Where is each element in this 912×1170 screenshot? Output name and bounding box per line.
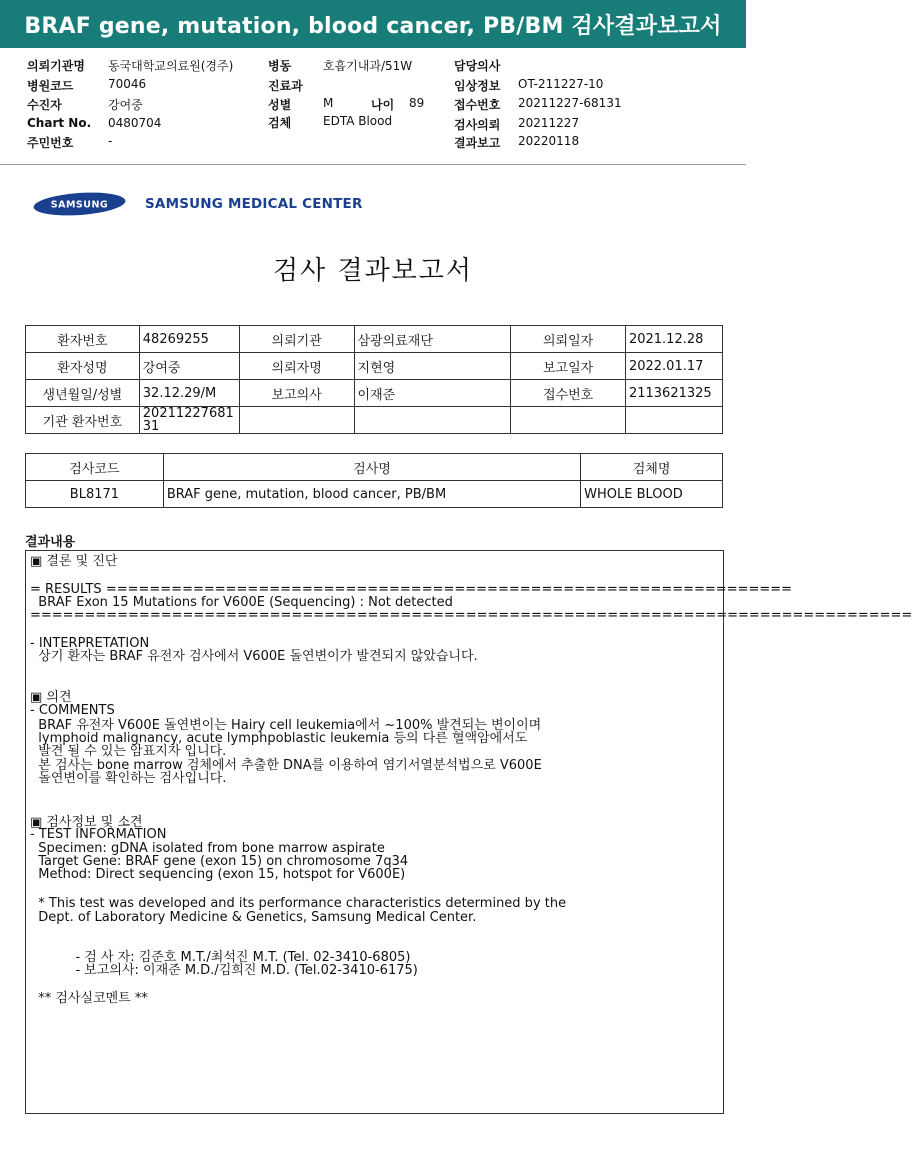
test-code-header: 검사코드	[26, 454, 164, 481]
request-date: 20211227	[518, 116, 580, 130]
chart-no-label: Chart No.	[27, 116, 92, 130]
birth-sex-label: 생년월일/성별	[26, 380, 140, 407]
info-table-row	[26, 407, 723, 434]
receipt-no-cell-value: 2113621325	[625, 380, 722, 407]
age-label: 나이	[371, 98, 395, 112]
document-title: 검사 결과보고서	[272, 256, 474, 286]
result-line: - 검 사 자: 김준호 M.T./최석진 M.T. (Tel. 02-3410-6805)	[30, 950, 411, 965]
patient-label: 수진자	[27, 98, 62, 112]
request-date-cell-value: 2021.12.28	[625, 326, 722, 353]
inst-patient-no-label: 기관 환자번호	[26, 407, 140, 434]
report-date-cell-value: 2022.01.17	[625, 353, 722, 380]
patient-info-table	[25, 325, 723, 434]
receipt-no-label: 접수번호	[454, 98, 501, 112]
ward: 호흡기내과/51W	[323, 59, 413, 73]
result-line: - 보고의사: 이재준 M.D./김희진 M.D. (Tel.02-3410-6175)	[30, 963, 418, 978]
empty-label	[239, 407, 354, 434]
empty-value	[625, 407, 722, 434]
doctor-label: 담당의사	[454, 59, 501, 73]
result-line: lymphoid malignancy, acute lymphpoblastic leukemia 등의 다른 혈액암에서도	[30, 731, 528, 746]
sex-label: 성별	[268, 98, 292, 112]
empty-value	[354, 407, 511, 434]
result-line: ** 검사실코멘트 **	[30, 991, 148, 1006]
test-code: BL8171	[26, 481, 164, 508]
patient-name: 강여중	[108, 98, 143, 112]
result-line: 본 검사는 bone marrow 검체에서 추출한 DNA를 이용하여 염기서열분석법으로 V600E	[30, 758, 542, 773]
patient-no-value: 48269255	[139, 326, 239, 353]
sex: M	[323, 96, 334, 110]
result-line: - COMMENTS	[30, 703, 115, 718]
samsung-logo	[33, 192, 126, 216]
inst-patient-no-value: 20211227681 31	[139, 407, 239, 434]
request-date-label: 검사의뢰	[454, 118, 501, 132]
result-line: - INTERPRETATION	[30, 636, 150, 651]
requester-org-value: 삼광의료재단	[354, 326, 511, 353]
specimen-name: WHOLE BLOOD	[581, 481, 723, 508]
request-org-label: 의뢰기관명	[27, 59, 85, 73]
result-line: 돌연변이를 확인하는 검사입니다.	[30, 771, 227, 786]
report-header	[0, 52, 746, 165]
test-name: BRAF gene, mutation, blood cancer, PB/BM	[163, 481, 580, 508]
result-line: =================================================================================	[30, 608, 912, 623]
samsung-logo-text: SAMSUNG	[50, 199, 109, 211]
result-line: ▣ 검사정보 및 소견	[30, 815, 143, 830]
reporting-doctor-label: 보고의사	[239, 380, 354, 407]
resident-no-label: 주민번호	[27, 136, 74, 150]
test-table-header-row	[26, 454, 723, 481]
request-date-cell-label: 의뢰일자	[511, 326, 626, 353]
test-name-header: 검사명	[163, 454, 580, 481]
result-line: - TEST INFORMATION	[30, 827, 167, 842]
patient-name-value: 강여중	[139, 353, 239, 380]
test-info-table	[25, 453, 723, 508]
empty-label	[511, 407, 626, 434]
hospital-code-label: 병원코드	[27, 79, 74, 93]
result-line: 상기 환자는 BRAF 유전자 검사에서 V600E 돌연변이가 발견되지 않았습니다.	[30, 649, 478, 664]
result-line: BRAF Exon 15 Mutations for V600E (Sequencing) : Not detected	[30, 595, 453, 610]
result-line: 발견 될 수 있는 암표지자 입니다.	[30, 744, 227, 759]
center-name: SAMSUNG MEDICAL CENTER	[145, 196, 363, 212]
age: 89	[409, 96, 425, 110]
ward-label: 병동	[268, 59, 292, 73]
info-table-row	[26, 353, 723, 380]
result-line: Method: Direct sequencing (exon 15, hotspot for V600E)	[30, 867, 406, 882]
result-line: Target Gene: BRAF gene (exon 15) on chromosome 7q34	[30, 854, 409, 869]
specimen-label: 검체	[268, 116, 292, 130]
result-line: BRAF 유전자 V600E 돌연변이는 Hairy cell leukemia에서 ~100% 발견되는 변이이며	[30, 718, 542, 733]
patient-no-label: 환자번호	[26, 326, 140, 353]
hospital-code: 70046	[108, 77, 147, 91]
report-title-bar: BRAF gene, mutation, blood cancer, PB/BM 검사결과보고서	[0, 0, 746, 48]
chart-no: 0480704	[108, 116, 162, 130]
patient-name-label: 환자성명	[26, 353, 140, 380]
receipt-no: 20211227-68131	[518, 96, 622, 110]
requester-org-label: 의뢰기관	[239, 326, 354, 353]
result-line: = RESULTS ===============================================================	[30, 582, 793, 597]
results-label: 결과내용	[25, 535, 76, 550]
requester-name-label: 의뢰자명	[239, 353, 354, 380]
request-org: 동국대학교의료원(경주)	[108, 59, 234, 73]
dept-label: 진료과	[268, 79, 303, 93]
result-line: Dept. of Laboratory Medicine & Genetics, Samsung Medical Center.	[30, 910, 477, 925]
specimen: EDTA Blood	[323, 114, 393, 128]
receipt-no-cell-label: 접수번호	[511, 380, 626, 407]
report-date-label: 결과보고	[454, 136, 501, 150]
result-line: ▣ 의견	[30, 690, 72, 705]
specimen-name-header: 검체명	[581, 454, 723, 481]
results-content	[25, 550, 912, 1114]
info-table-row	[26, 380, 723, 407]
info-table-row	[26, 326, 723, 353]
report-date-cell-label: 보고일자	[511, 353, 626, 380]
result-line: * This test was developed and its performance characteristics determined by the	[30, 896, 567, 911]
result-line: Specimen: gDNA isolated from bone marrow aspirate	[30, 841, 385, 856]
result-line: ▣ 결론 및 진단	[30, 554, 118, 569]
reporting-doctor-value: 이재준	[354, 380, 511, 407]
test-table-row	[26, 481, 723, 508]
report-date: 20220118	[518, 134, 580, 148]
resident-no: -	[108, 134, 113, 148]
birth-sex-value: 32.12.29/M	[139, 380, 239, 407]
requester-name-value: 지현영	[354, 353, 511, 380]
clinical-info: OT-211227-10	[518, 77, 604, 91]
clinical-info-label: 임상정보	[454, 79, 501, 93]
